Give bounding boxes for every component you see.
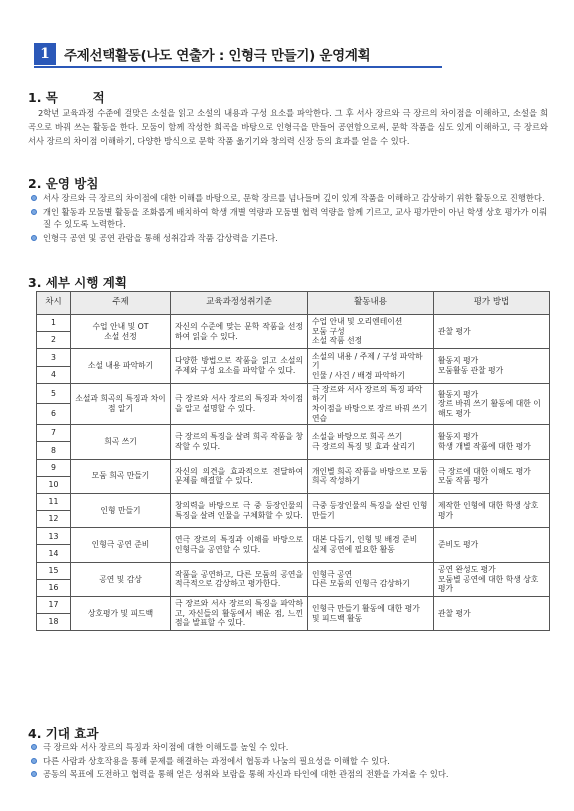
evaluation-cell: 활동지 평가 학생 개별 작품에 대한 평가 xyxy=(434,425,550,459)
activity-cell: 소설을 바탕으로 희곡 쓰기 극 장르의 특징 및 효과 살리기 xyxy=(308,425,434,459)
standard-cell: 극 장르와 서사 장르의 특징과 차이점을 알고 설명할 수 있다. xyxy=(171,383,308,424)
topic-cell: 상호평가 및 피드백 xyxy=(71,597,171,631)
effects-list xyxy=(30,741,548,782)
evaluation-cell: 관찰 평가 xyxy=(434,315,550,349)
standard-cell: 자신의 수준에 맞는 문학 작품을 선정하여 읽을 수 있다. xyxy=(171,315,308,349)
topic-cell: 인형 만들기 xyxy=(71,493,171,527)
header-session: 차시 xyxy=(37,292,71,315)
bullet-icon xyxy=(31,744,37,750)
header-activity: 활동내용 xyxy=(308,292,434,315)
list-item xyxy=(30,192,548,205)
table-row xyxy=(37,383,550,404)
table-header-row xyxy=(37,292,550,315)
session-cell: 11 xyxy=(37,493,71,510)
list-item-text: 공동의 목표에 도전하고 협력을 통해 얻은 성취와 보람을 통해 자신과 타인에 대한 관점의 전환을 가져올 수 있다. xyxy=(43,769,449,780)
list-item-text: 인형극 공연 및 공연 관람을 통해 성취감과 작품 감상력을 기른다. xyxy=(43,232,278,243)
standard-cell: 극 장르와 서사 장르의 특징을 파악하고, 자신들의 활동에서 배운 점, 느낀 점을 발표할 수 있다. xyxy=(171,597,308,631)
topic-cell: 수업 안내 및 OT 소설 선정 xyxy=(71,315,171,349)
topic-cell: 모둠 희곡 만들기 xyxy=(71,459,171,493)
header-evaluation: 평가 방법 xyxy=(434,292,550,315)
activity-cell: 소설의 내용 / 주제 / 구성 파악하기 인물 / 사건 / 배경 파악하기 xyxy=(308,349,434,383)
evaluation-cell: 활동지 평가 모둠활동 관찰 평가 xyxy=(434,349,550,383)
table-row xyxy=(37,493,550,510)
topic-cell: 소설 내용 파악하기 xyxy=(71,349,171,383)
session-cell: 10 xyxy=(37,476,71,493)
activity-cell: 인형극 공연 다른 모둠의 인형극 감상하기 xyxy=(308,562,434,596)
plan-table xyxy=(36,291,550,631)
session-cell: 18 xyxy=(37,614,71,631)
session-cell: 14 xyxy=(37,545,71,562)
standard-cell: 자신의 의견을 효과적으로 전달하여 문제를 해결할 수 있다. xyxy=(171,459,308,493)
list-item xyxy=(30,755,548,768)
list-item-text: 서사 장르와 극 장르의 차이점에 대한 이해를 바탕으로, 문학 장르를 넘나들며 깊이 있게 작품을 이해하고 감상하기 위한 활동으로 진행한다. xyxy=(43,193,545,203)
table-row xyxy=(37,349,550,366)
activity-cell: 극 장르와 서사 장르의 특징 파악하기 차이점을 바탕으로 장르 바꿔 쓰기 연습 xyxy=(308,383,434,424)
activity-cell: 인형극 만들기 활동에 대한 평가 및 피드백 활동 xyxy=(308,597,434,631)
purpose-paragraph xyxy=(28,106,548,148)
table-row xyxy=(37,425,550,442)
activity-cell: 수업 안내 및 오리엔테이션 모둠 구성 소설 작품 선정 xyxy=(308,315,434,349)
evaluation-cell: 제작한 인형에 대한 학생 상호 평가 xyxy=(434,493,550,527)
session-cell: 17 xyxy=(37,597,71,614)
session-cell: 3 xyxy=(37,349,71,366)
standard-cell: 연극 장르의 특징과 이해를 바탕으로 인형극을 공연할 수 있다. xyxy=(171,528,308,562)
session-cell: 1 xyxy=(37,315,71,332)
list-item xyxy=(30,206,548,231)
section-heading-plan: 3. 세부 시행 계획 xyxy=(28,275,127,290)
list-item xyxy=(30,741,548,754)
table-row xyxy=(37,315,550,332)
activity-cell: 극중 등장인물의 특징을 살린 인형 만들기 xyxy=(308,493,434,527)
list-item-text: 개인 활동과 모둠별 활동을 조화롭게 배치하여 학생 개별 역량과 모둠별 협력 역량을 함께 기르고, 교사 평가만이 아닌 학생 상호 평가가 이뤄질 수 있도록 노력한다. xyxy=(43,206,548,230)
section-heading-effects: 4. 기대 효과 xyxy=(28,726,99,741)
table-row xyxy=(37,597,550,614)
session-cell: 4 xyxy=(37,366,71,383)
header-topic: 주제 xyxy=(71,292,171,315)
standard-cell: 극 장르의 특징을 살려 희곡 작품을 창작할 수 있다. xyxy=(171,425,308,459)
session-cell: 9 xyxy=(37,459,71,476)
list-item xyxy=(30,232,548,245)
title-number-badge: 1 xyxy=(34,43,56,65)
standard-cell: 다양한 방법으로 작품을 읽고 소설의 주제와 구성 요소를 파악할 수 있다. xyxy=(171,349,308,383)
bullet-icon xyxy=(31,209,37,215)
list-item-text: 다른 사람과 상호작용을 통해 문제를 해결하는 과정에서 협동과 나눔의 필요성을 이해할 수 있다. xyxy=(43,755,390,766)
section-heading-policy: 2. 운영 방침 xyxy=(28,176,99,191)
evaluation-cell: 관찰 평가 xyxy=(434,597,550,631)
session-cell: 6 xyxy=(37,404,71,425)
session-cell: 16 xyxy=(37,579,71,596)
topic-cell: 희곡 쓰기 xyxy=(71,425,171,459)
session-cell: 13 xyxy=(37,528,71,545)
evaluation-cell: 준비도 평가 xyxy=(434,528,550,562)
session-cell: 8 xyxy=(37,442,71,459)
list-item xyxy=(30,768,548,781)
activity-cell: 개인별 희곡 작품을 바탕으로 모둠 희곡 작성하기 xyxy=(308,459,434,493)
purpose-text: 2학년 교육과정 수준에 걸맞은 소설을 읽고 소설의 내용과 구성 요소를 파악한다. 그 후 서사 장르와 극 장르의 차이점을 이해하고, 소설을 희곡으로 바꿔 쓰는 활동을 한다. 모둠이 함께 작성한 희곡을 바탕으로 인형극을 만들어 공연함으로써, 문학 작품을 심도 있게 이해하고, 극 장르와 서사 장르의 차이점 이해하기, 다양한 방식으로 문학 작품 옮기기와 창의력 신장 등의 효과를 얻을 수 있다. xyxy=(28,108,548,146)
title-underline xyxy=(34,66,442,68)
session-cell: 7 xyxy=(37,425,71,442)
table-row xyxy=(37,528,550,545)
section-heading-purpose: 1. 목 적 xyxy=(28,90,105,105)
topic-cell: 소설과 희곡의 특징과 차이점 알기 xyxy=(71,383,171,424)
plan-table-body xyxy=(37,315,550,631)
title-text: 주제선택활동(나도 연출가 : 인형극 만들기) 운영계획 xyxy=(64,48,371,64)
bullet-icon xyxy=(31,771,37,777)
session-cell: 5 xyxy=(37,383,71,404)
header-standard: 교육과정성취기준 xyxy=(171,292,308,315)
activity-cell: 대본 다듬기, 인형 및 배경 준비 실제 공연에 필요한 활동 xyxy=(308,528,434,562)
topic-cell: 공연 및 감상 xyxy=(71,562,171,596)
standard-cell: 창의력을 바탕으로 극 중 등장인물의 특징을 살려 인물을 구체화할 수 있다. xyxy=(171,493,308,527)
session-cell: 2 xyxy=(37,332,71,349)
list-item-text: 극 장르와 서사 장르의 특징과 차이점에 대한 이해도를 높일 수 있다. xyxy=(43,742,289,752)
table-row xyxy=(37,562,550,579)
bullet-icon xyxy=(31,195,37,201)
evaluation-cell: 활동지 평가 장르 바꿔 쓰기 활동에 대한 이해도 평가 xyxy=(434,383,550,424)
session-cell: 12 xyxy=(37,511,71,528)
bullet-icon xyxy=(31,235,37,241)
evaluation-cell: 공연 완성도 평가 모둠별 공연에 대한 학생 상호 평가 xyxy=(434,562,550,596)
session-cell: 15 xyxy=(37,562,71,579)
standard-cell: 작품을 공연하고, 다른 모둠의 공연을 적극적으로 감상하고 평가한다. xyxy=(171,562,308,596)
bullet-icon xyxy=(31,758,37,764)
topic-cell: 인형극 공연 준비 xyxy=(71,528,171,562)
evaluation-cell: 극 장르에 대한 이해도 평가 모둠 작품 평가 xyxy=(434,459,550,493)
document-title xyxy=(34,42,442,66)
policy-list xyxy=(30,192,548,245)
table-row xyxy=(37,459,550,476)
